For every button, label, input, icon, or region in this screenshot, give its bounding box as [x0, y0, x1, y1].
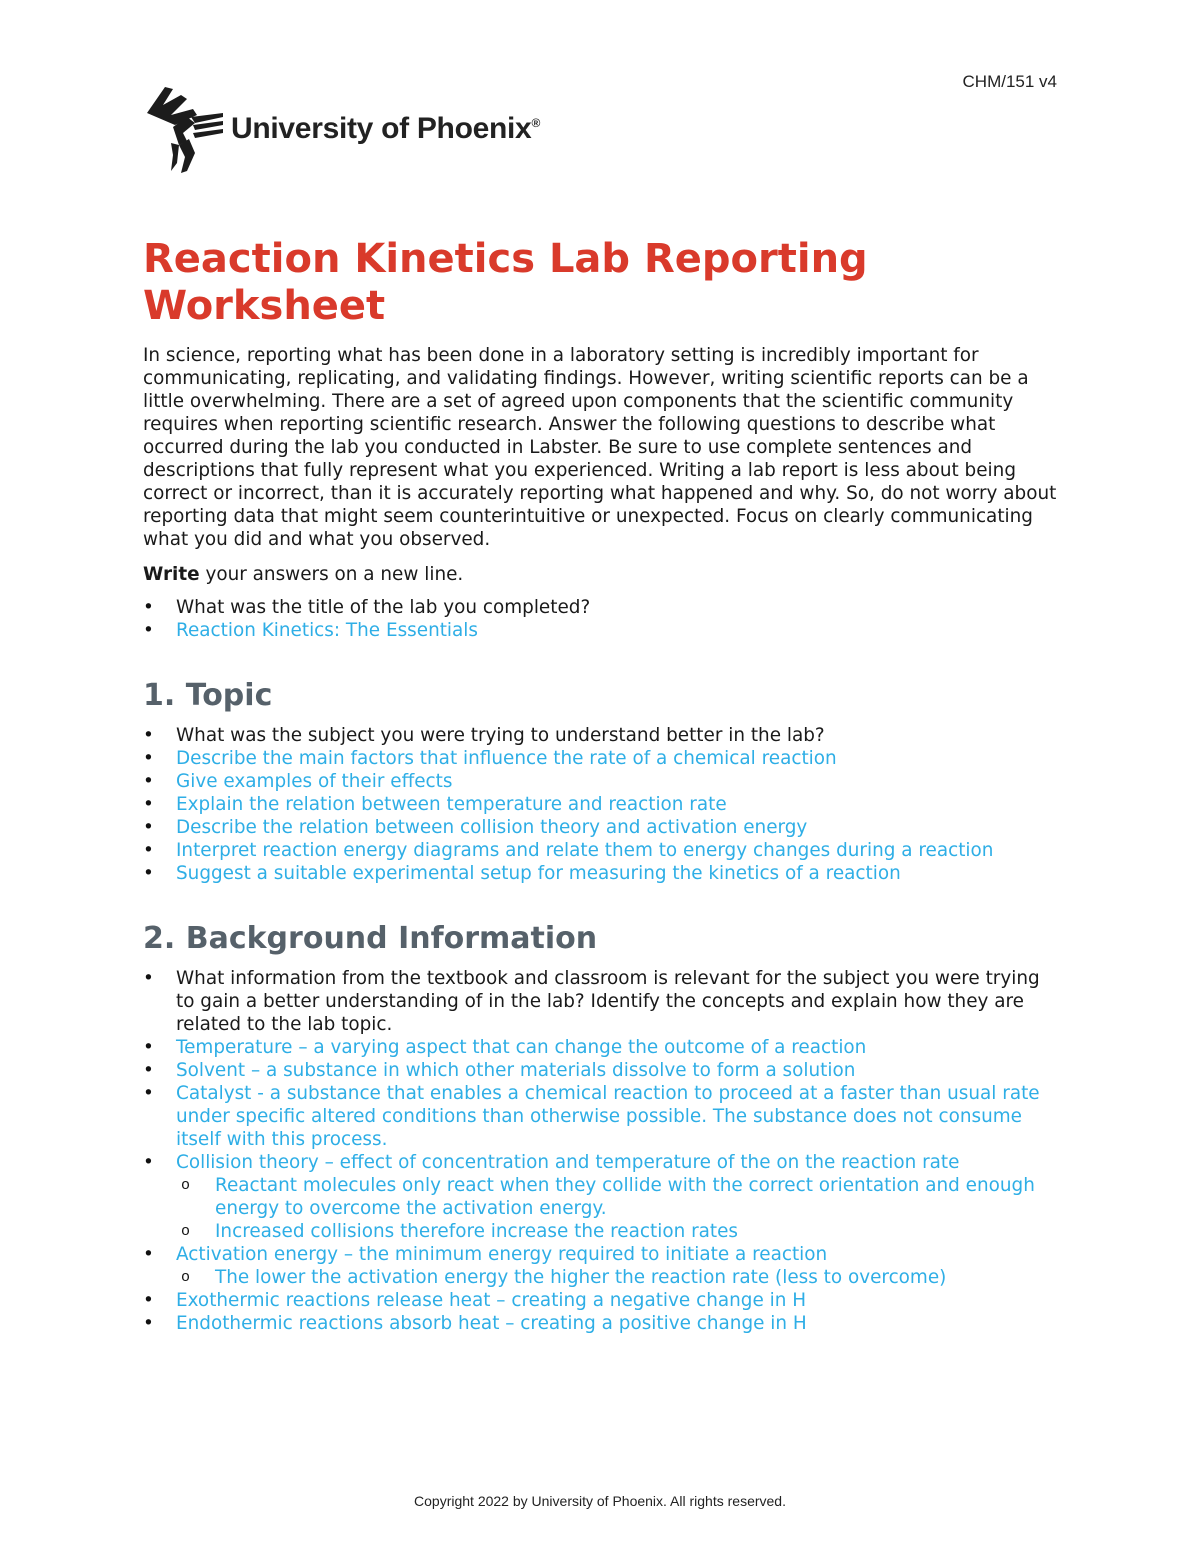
list-item: • Solvent – a substance in which other materials dissolve to form a solution: [143, 1059, 1063, 1082]
list-item: • What was the title of the lab you completed?: [143, 596, 1063, 619]
list-item: • What was the subject you were trying to understand better in the lab?: [143, 724, 1063, 747]
topic-list: [143, 724, 1063, 885]
sub-list-item: o Reactant molecules only react when they collide with the correct orientation and enough energy to overcome the activation energy.: [181, 1174, 1063, 1220]
university-logo: [143, 83, 540, 175]
write-rest: your answers on a new line.: [199, 564, 464, 585]
course-code: CHM/151 v4: [962, 72, 1057, 91]
section-heading-topic: 1. Topic: [143, 678, 273, 713]
page-title: Reaction Kinetics Lab Reporting Worksheet: [143, 236, 868, 329]
collision-sublist: [143, 1174, 1063, 1243]
sub-list-item: o The lower the activation energy the higher the reaction rate (less to overcome): [181, 1266, 1063, 1289]
list-item: • What information from the textbook and classroom is relevant for the subject you were trying to gain a better understanding of in the lab? Identify the concepts and explain how they are related to the lab topic.: [143, 967, 1063, 1036]
list-item: • Reaction Kinetics: The Essentials: [143, 619, 1063, 642]
list-item: • Describe the relation between collision theory and activation energy: [143, 816, 1063, 839]
list-item: • Catalyst - a substance that enables a chemical reaction to proceed at a faster than usual rate under specific altered conditions than otherwise possible. The substance does not consume itself with this process.: [143, 1082, 1063, 1151]
write-bold: Write: [143, 564, 200, 585]
list-item: [143, 1243, 1063, 1289]
activation-sublist: [143, 1266, 1063, 1289]
registered-mark: ®: [531, 116, 540, 130]
list-item: • Endothermic reactions absorb heat – creating a positive change in H: [143, 1312, 1063, 1335]
list-item: • Describe the main factors that influence the rate of a chemical reaction: [143, 747, 1063, 770]
logo-text: University of Phoenix: [231, 112, 532, 145]
sub-list-item: o Increased collisions therefore increase the reaction rates: [181, 1220, 1063, 1243]
phoenix-icon: [143, 83, 225, 175]
list-item: • Give examples of their effects: [143, 770, 1063, 793]
background-list: [143, 967, 1063, 1335]
section-heading-background: 2. Background Information: [143, 921, 598, 956]
list-item: • Temperature – a varying aspect that can change the outcome of a reaction: [143, 1036, 1063, 1059]
list-item: • Explain the relation between temperature and reaction rate: [143, 793, 1063, 816]
list-item: • Exothermic reactions release heat – creating a negative change in H: [143, 1289, 1063, 1312]
title-list: [143, 596, 1063, 642]
list-item: [143, 1151, 1063, 1243]
list-item: • Interpret reaction energy diagrams and relate them to energy changes during a reaction: [143, 839, 1063, 862]
list-item: • Suggest a suitable experimental setup for measuring the kinetics of a reaction: [143, 862, 1063, 885]
worksheet-content: [143, 236, 1063, 1335]
intro-paragraph: In science, reporting what has been done in a laboratory setting is incredibly important for communicating, replicating, and validating findings. However, writing scientific reports can be a little overwhelming. There are a set of agreed upon components that the scientific community requires when reporting scientific research. Answer the following questions to describe what occurred during the lab you conducted in Labster. Be sure to use complete sentences and descriptions that fully represent what you experienced. Writing a lab report is less about being correct or incorrect, than it is accurately reporting what happened and why. So, do not worry about reporting data that might seem counterintuitive or unexpected. Focus on clearly communicating what you did and what you observed.: [143, 345, 1057, 550]
activation-energy-text: Activation energy – the minimum energy required to initiate a reaction: [176, 1244, 828, 1265]
write-instruction: [143, 563, 1063, 586]
collision-theory-text: Collision theory – effect of concentration and temperature of the on the reaction rate: [176, 1152, 960, 1173]
copyright-footer: Copyright 2022 by University of Phoenix. All rights reserved.: [414, 1493, 786, 1509]
